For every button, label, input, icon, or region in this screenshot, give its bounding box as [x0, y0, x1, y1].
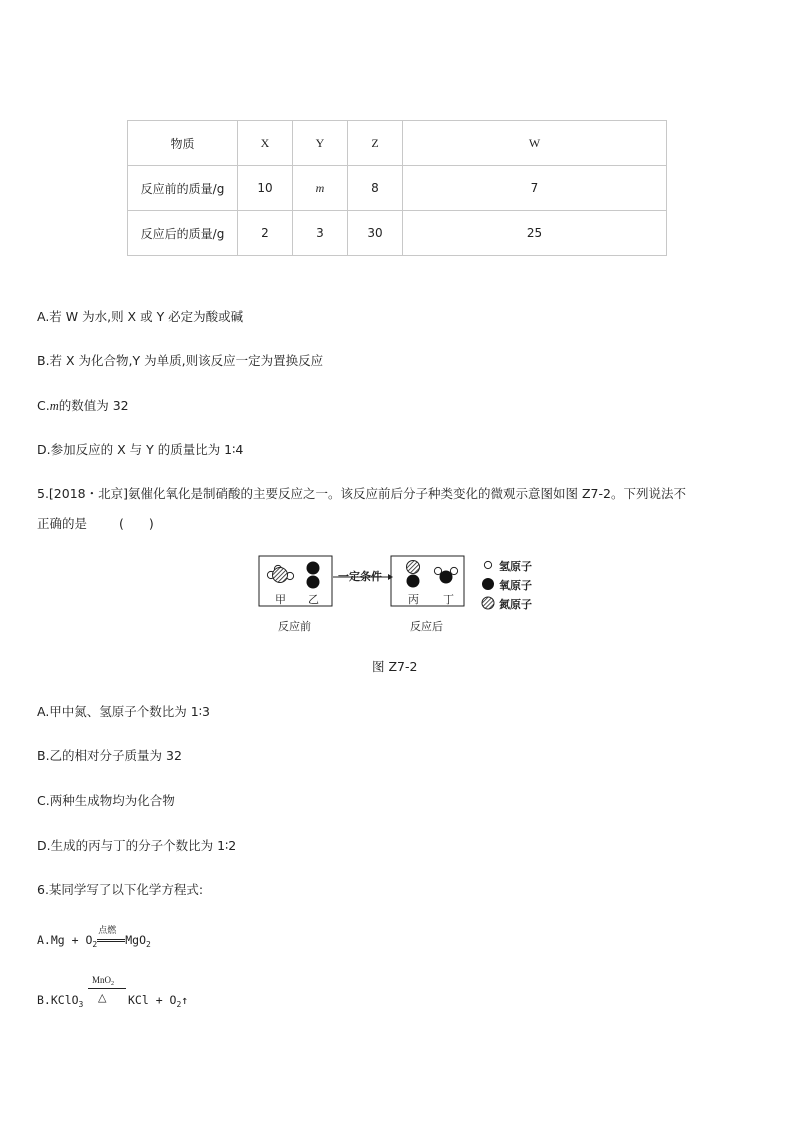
option-text: 的数值为 32: [58, 398, 129, 413]
double-line: [97, 939, 125, 942]
q5-stem-line2: [37, 514, 154, 532]
table-cell: 10: [238, 166, 293, 211]
legend-oxygen: 氧原子: [499, 579, 532, 592]
subscript: 2: [92, 940, 98, 949]
catalyst-formula: MnO: [92, 975, 112, 985]
table-header-row: [128, 121, 667, 166]
table-cell: 30: [348, 211, 403, 256]
table-header-cell: Y: [293, 121, 348, 166]
table-row: [128, 166, 667, 211]
label-yi: 乙: [308, 593, 319, 606]
q5-stem-text: 正确的是: [37, 516, 88, 531]
variable-m: m: [49, 399, 59, 413]
option-prefix: C.: [37, 398, 50, 413]
q4-option-a: A.若 W 为水,则 X 或 Y 必定为酸或碱: [37, 309, 244, 324]
subscript: 2: [111, 981, 115, 987]
q4-option-c: [37, 396, 129, 414]
table-cell: 7: [403, 166, 667, 211]
label-ding: 丁: [443, 593, 454, 606]
equation-a: [37, 925, 151, 949]
subscript: 2: [176, 1000, 182, 1009]
q5-option-a: A.甲中氮、氢原子个数比为 1∶3: [37, 704, 210, 719]
table-header-cell: W: [403, 121, 667, 166]
heat-symbol: △: [98, 991, 107, 1004]
q4-option-b: B.若 X 为化合物,Y 为单质,则该反应一定为置换反应: [37, 353, 324, 368]
before-box: [259, 556, 332, 606]
equals-with-condition: [97, 925, 125, 946]
equation-right: KCl + O: [128, 993, 177, 1007]
label-bing: 丙: [408, 593, 419, 606]
table-row-label: 反应后的质量/g: [128, 211, 238, 256]
hydrogen-atom-icon: [484, 561, 491, 568]
q4-option-d: D.参加反应的 X 与 Y 的质量比为 1∶4: [37, 442, 244, 457]
legend-hydrogen: 氢原子: [499, 560, 532, 573]
equation-b-right: [128, 993, 188, 1009]
table-cell: 8: [348, 166, 403, 211]
q6-stem: 6.某同学写了以下化学方程式:: [37, 882, 204, 897]
label-after: 反应后: [410, 620, 443, 633]
table-cell: m: [293, 166, 348, 211]
subscript: 3: [78, 1000, 84, 1009]
condition-line: [88, 988, 126, 989]
table-cell: 25: [403, 211, 667, 256]
equation-right: MgO: [125, 933, 146, 947]
answer-blank: ( ): [119, 516, 154, 531]
table-row-label: 反应前的质量/g: [128, 166, 238, 211]
equation-left: A.Mg + O: [37, 933, 93, 947]
figure-caption: 图 Z7-2: [372, 659, 418, 674]
table-header-cell: 物质: [128, 121, 238, 166]
table-cell: 3: [293, 211, 348, 256]
equation-b: [37, 993, 83, 1009]
table-header-cell: Z: [348, 121, 403, 166]
nitrogen-atom-icon: [482, 597, 494, 609]
equation-left: B.KClO: [37, 993, 79, 1007]
legend-nitrogen: 氮原子: [499, 598, 532, 611]
q5-option-b: B.乙的相对分子质量为 32: [37, 748, 182, 763]
catalyst-text: [92, 975, 114, 987]
oxygen-atom-icon: [482, 578, 494, 590]
label-before: 反应前: [278, 620, 311, 633]
q5-option-d: D.生成的丙与丁的分子个数比为 1∶2: [37, 838, 237, 853]
gas-arrow: ↑: [181, 993, 189, 1007]
reaction-condition: 一定条件: [338, 570, 382, 583]
molecule-diagram: [258, 555, 538, 635]
condition-text: 点燃: [98, 925, 117, 936]
label-jia: 甲: [275, 593, 286, 606]
q5-stem-line1: 5.[2018・北京]氨催化氧化是制硝酸的主要反应之一。该反应前后分子种类变化的微观示意图如图 Z7-2。下列说法不: [37, 486, 686, 501]
table-row: [128, 211, 667, 256]
catalyst-condition: [88, 975, 126, 1009]
table-cell: 2: [238, 211, 293, 256]
subscript: 2: [146, 940, 151, 949]
mass-table: [127, 120, 667, 256]
q5-option-c: C.两种生成物均为化合物: [37, 793, 175, 808]
table-header-cell: X: [238, 121, 293, 166]
